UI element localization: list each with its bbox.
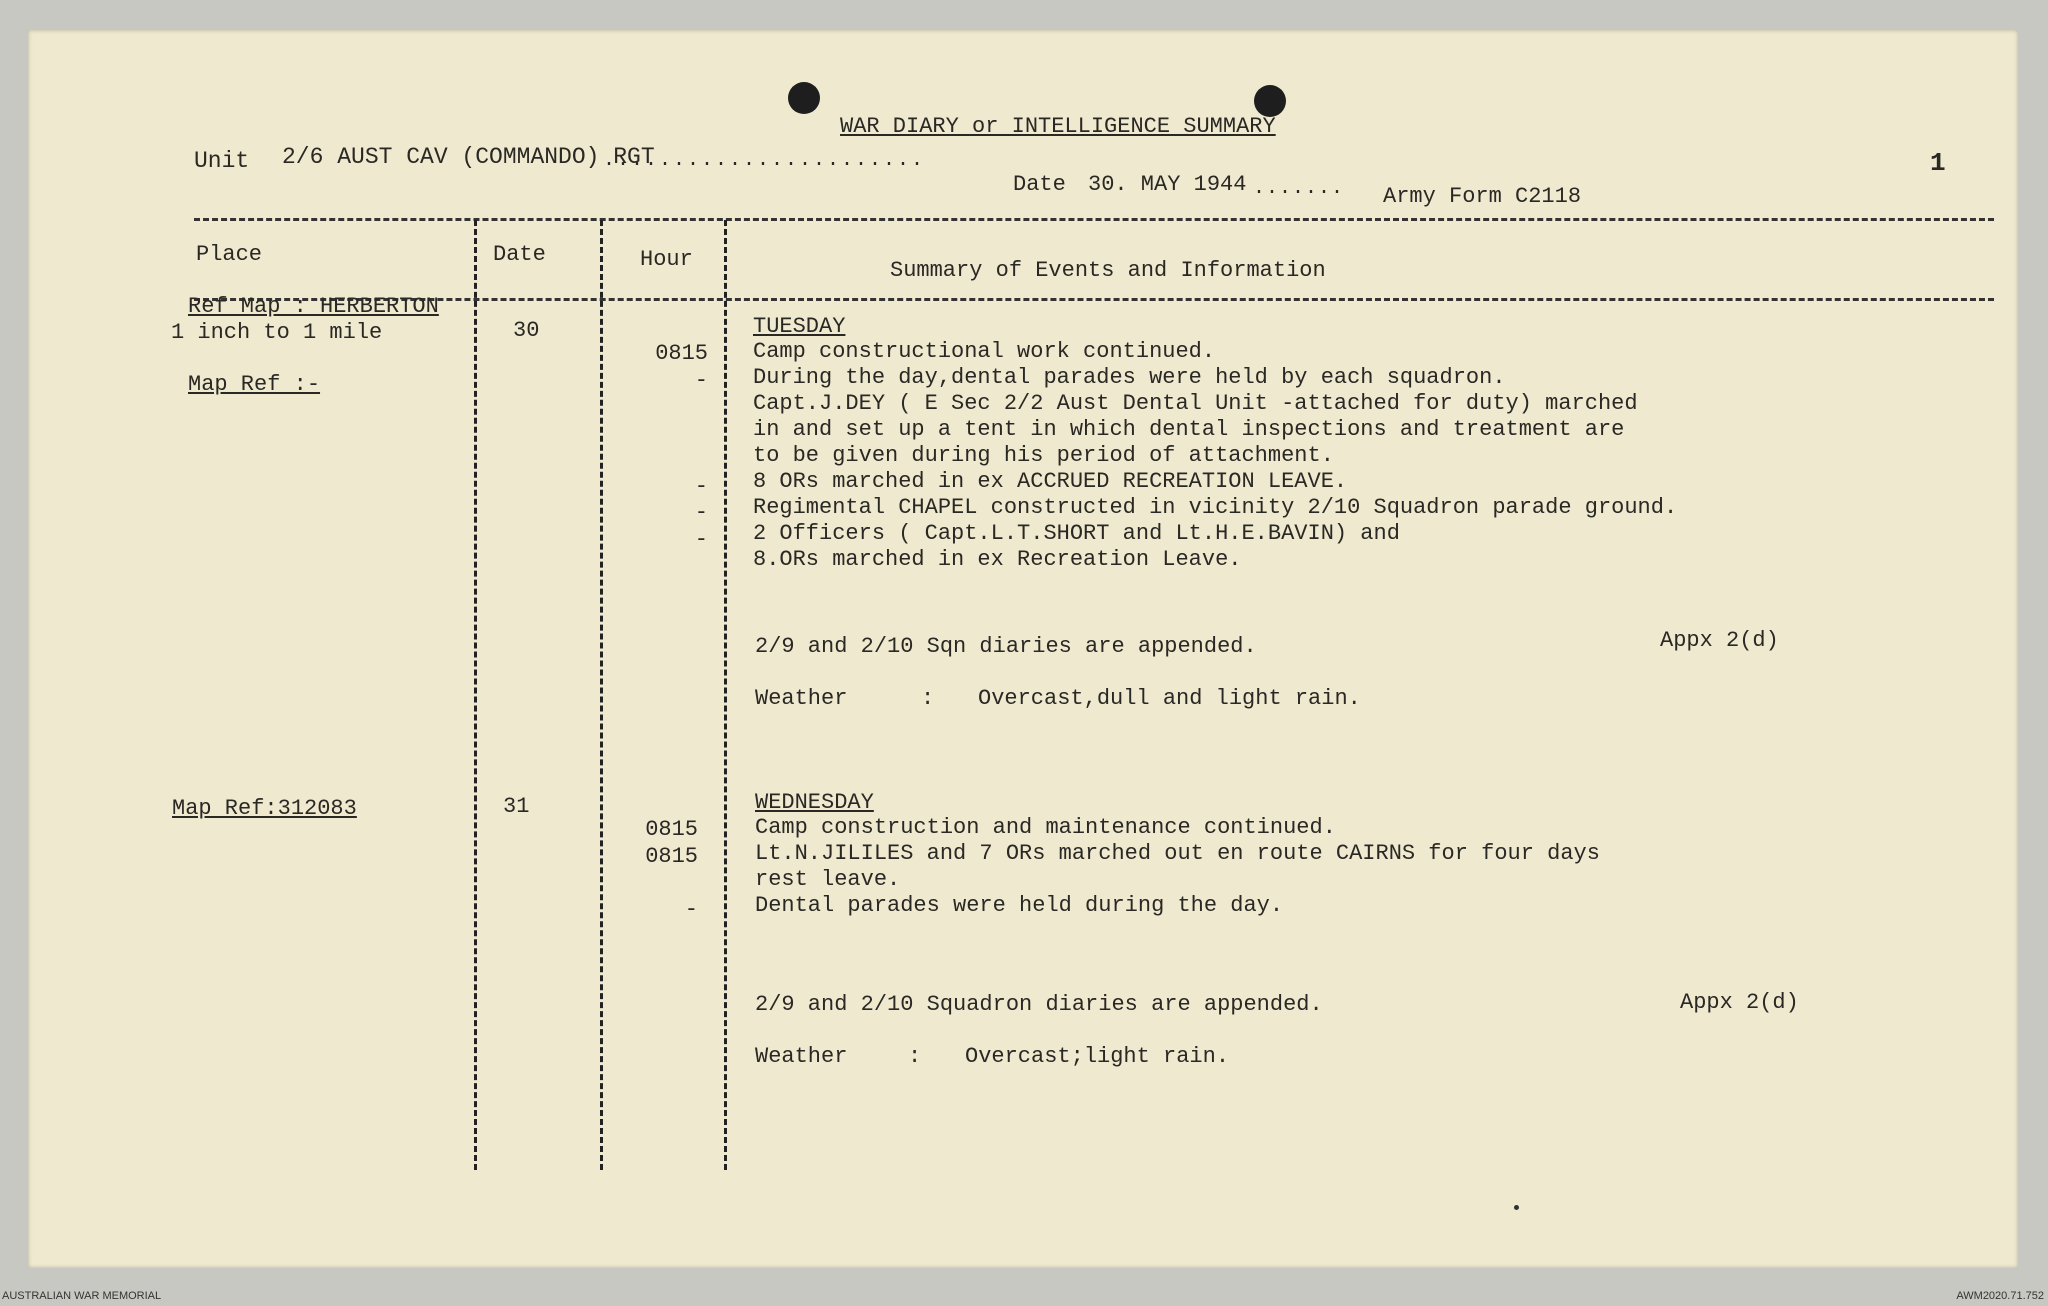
column-divider-date-hour <box>600 220 603 1170</box>
army-form: Army Form C2118 <box>1383 184 1582 209</box>
entry-30-place-ref-map: Ref Map : HERBERTON <box>188 294 439 319</box>
entry-30-summary <box>753 339 1677 573</box>
punch-hole-right <box>1254 85 1286 117</box>
unit-value: 2/6 AUST CAV (COMMANDO) RGT <box>282 144 655 170</box>
entry-31-hours <box>618 817 698 923</box>
hour-cell: - <box>694 500 708 525</box>
entry-30-weather-label: Weather <box>755 686 848 711</box>
summary-line: Lt.N.JILILES and 7 ORs marched out en route CAIRNS for four days <box>755 841 1600 866</box>
ink-speck <box>1514 1205 1519 1210</box>
header-place: Place <box>196 242 263 267</box>
header-date: Date <box>493 242 546 267</box>
hour-cell <box>628 421 708 448</box>
hour-cell: - <box>694 367 708 393</box>
summary-line: Capt.J.DEY ( E Sec 2/2 Aust Dental Unit -attached for duty) marched <box>753 391 1638 416</box>
summary-line: rest leave. <box>755 867 901 892</box>
diary-page <box>28 30 2018 1268</box>
page-number: 1 <box>1930 148 1946 178</box>
entry-30-date: 30 <box>513 318 540 343</box>
date-dotted-leader: ....... <box>1253 177 1345 200</box>
hour-cell <box>618 870 698 897</box>
entry-31-map-ref: Map Ref:312083 <box>172 796 357 821</box>
header-hour: Hour <box>640 247 693 272</box>
hour-cell: 0815 <box>645 843 698 869</box>
entry-30-weather-sep: : <box>921 686 935 711</box>
entry-30-weather: Overcast,dull and light rain. <box>978 686 1361 711</box>
summary-line: During the day,dental parades were held by each squadron. <box>753 365 1506 390</box>
hour-cell <box>628 447 708 474</box>
date-value: 30. MAY 1944 <box>1088 172 1247 197</box>
entry-31-weather-sep: : <box>908 1044 922 1069</box>
summary-line: Camp constructional work continued. <box>753 339 1216 364</box>
entry-31-weather-label: Weather <box>755 1044 848 1069</box>
punch-hole-left <box>788 82 820 114</box>
date-label: Date <box>1013 172 1066 197</box>
hour-cell: - <box>694 526 708 552</box>
summary-line: in and set up a tent in which dental inspections and treatment are <box>753 417 1625 442</box>
header-bottom-rule <box>194 298 1994 301</box>
entry-30-hours <box>628 341 708 553</box>
summary-line: Dental parades were held during the day. <box>755 893 1284 918</box>
unit-dotted-leader: ....................... <box>603 149 926 172</box>
summary-line: 8 ORs marched in ex ACCRUED RECREATION LEAVE. <box>753 469 1348 494</box>
entry-30-appx: Appx 2(d) <box>1660 628 1779 653</box>
unit-label: Unit <box>194 148 250 174</box>
summary-line: 8.ORs marched in ex Recreation Leave. <box>753 547 1242 572</box>
header-top-rule <box>194 218 1994 221</box>
footer-right: AWM2020.71.752 <box>1956 1290 2044 1302</box>
entry-31-weather: Overcast;light rain. <box>965 1044 1230 1069</box>
hour-cell: 0815 <box>645 817 698 842</box>
summary-line: to be given during his period of attachment. <box>753 443 1334 468</box>
entry-30-appended: 2/9 and 2/10 Sqn diaries are appended. <box>755 634 1257 659</box>
entry-31-appended: 2/9 and 2/10 Squadron diaries are appended. <box>755 992 1323 1017</box>
entry-31-day: WEDNESDAY <box>755 790 874 815</box>
hour-cell: - <box>684 896 698 922</box>
entry-30-place-scale: 1 inch to 1 mile <box>171 320 383 345</box>
summary-line: Camp construction and maintenance continued. <box>755 815 1336 840</box>
diary-title: WAR DIARY or INTELLIGENCE SUMMARY <box>840 114 1276 139</box>
hour-cell <box>628 394 708 421</box>
summary-line: 2 Officers ( Capt.L.T.SHORT and Lt.H.E.BAVIN) and <box>753 521 1400 546</box>
column-divider-place-date <box>474 220 477 1170</box>
entry-31-date: 31 <box>503 794 530 819</box>
hour-cell: - <box>694 473 708 499</box>
entry-31-appx: Appx 2(d) <box>1680 990 1799 1015</box>
footer-left: AUSTRALIAN WAR MEMORIAL <box>2 1290 162 1302</box>
hour-cell: 0815 <box>655 341 708 366</box>
entry-31-summary <box>755 815 1600 919</box>
summary-line: Regimental CHAPEL constructed in vicinity 2/10 Squadron parade ground. <box>753 495 1678 520</box>
column-divider-hour-summary <box>724 220 727 1170</box>
header-summary: Summary of Events and Information <box>890 258 1326 283</box>
entry-30-map-ref: Map Ref :- <box>188 372 321 397</box>
entry-30-day: TUESDAY <box>753 314 846 339</box>
